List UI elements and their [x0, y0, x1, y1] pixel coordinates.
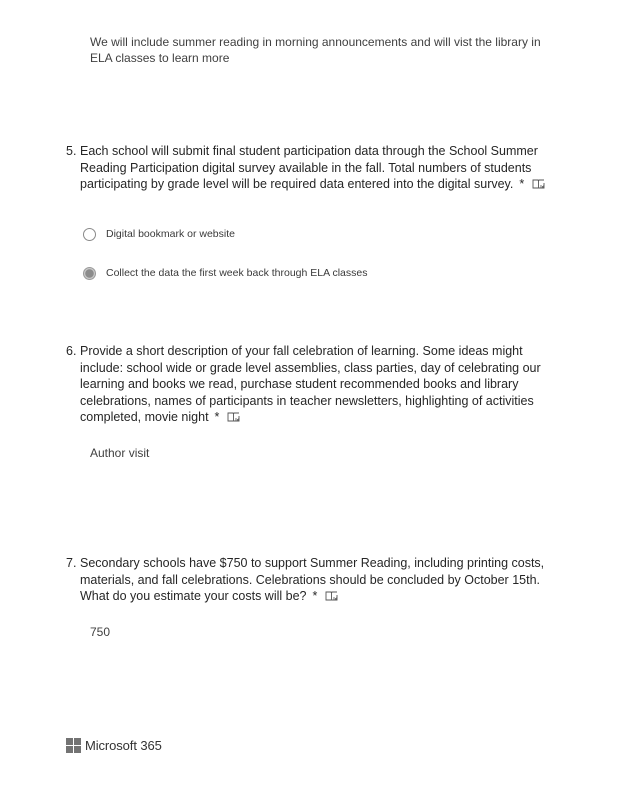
radio-label: Digital bookmark or website	[106, 228, 235, 240]
question-number: 5.	[66, 144, 77, 158]
radio-label: Collect the data the first week back through ELA classes	[106, 267, 368, 279]
question-7	[66, 555, 556, 605]
brand-name: Microsoft 365	[85, 738, 162, 753]
previous-answer: We will include summer reading in morning announcements and will vist the library in ELA classes to learn more	[90, 35, 541, 65]
question-number: 6.	[66, 344, 77, 358]
answer-text-q7: 750	[90, 625, 111, 639]
question-text: Provide a short description of your fall celebration of learning. Some ideas might include: school wide or grade level assemblies, class parties, day of celebrating our learning and books we read, purchase student recommended books and library celebrations, names of participants in teacher newsletters, highlighting of activities completed, movie night	[80, 344, 541, 425]
question-6	[66, 343, 556, 426]
immersive-reader-icon[interactable]	[532, 178, 545, 190]
question-text: Each school will submit final student participation data through the School Summer Reading Participation digital survey available in the fall. Total numbers of students participating by grade level will be required data entered into the digital survey.	[80, 144, 538, 192]
question-number: 7.	[66, 556, 77, 570]
immersive-reader-icon[interactable]	[325, 590, 338, 602]
required-marker: *	[214, 410, 220, 425]
required-marker: *	[519, 177, 525, 192]
question-text: Secondary schools have $750 to support Summer Reading, including printing costs, materials, and fall celebrations. Celebrations should be concluded by October 15th. What do you estimate your costs will be?	[80, 556, 545, 604]
question-5	[66, 143, 556, 193]
immersive-reader-icon[interactable]	[227, 411, 240, 423]
radio-option-digital-bookmark[interactable]	[83, 226, 235, 242]
radio-button[interactable]	[83, 228, 96, 241]
footer-brand	[66, 738, 162, 753]
required-marker: *	[312, 589, 318, 604]
radio-option-collect-data[interactable]	[83, 265, 367, 281]
radio-button-selected[interactable]	[83, 267, 96, 280]
answer-text-q6: Author visit	[90, 446, 150, 460]
microsoft-logo-icon	[66, 738, 81, 753]
